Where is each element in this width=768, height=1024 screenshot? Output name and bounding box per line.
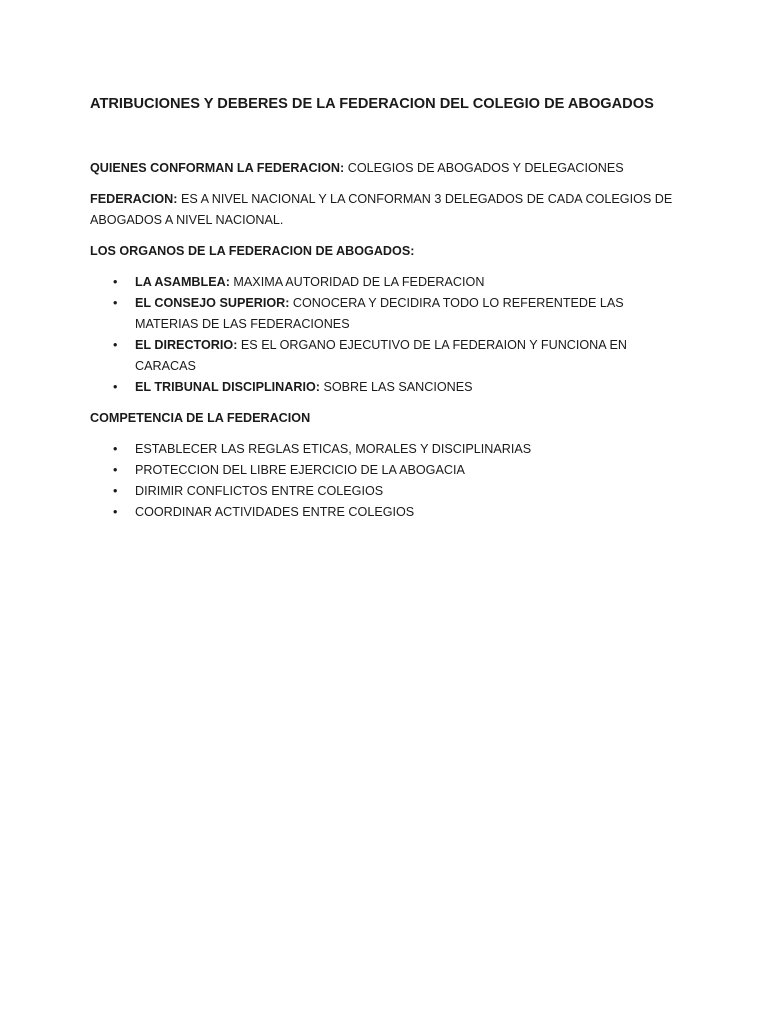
list-item-text: ES EL ORGANO EJECUTIVO DE LA FEDERAION Y FUNCIONA EN CARACAS (135, 338, 627, 373)
list-item-tribunal (90, 377, 690, 398)
bullet-icon: • (113, 505, 118, 519)
federacion-paragraph (90, 189, 690, 231)
list-item-reglas (90, 439, 690, 460)
list-item-text: DIRIMIR CONFLICTOS ENTRE COLEGIOS (135, 484, 384, 498)
list-item-label: EL DIRECTORIO: (135, 338, 238, 352)
bullet-icon: • (113, 463, 118, 477)
competencia-heading (90, 408, 690, 429)
bullet-icon: • (113, 296, 118, 310)
organos-heading-text: LOS ORGANOS DE LA FEDERACION DE ABOGADOS: (90, 244, 415, 258)
list-item-asamblea (90, 272, 690, 293)
list-item-label: EL CONSEJO SUPERIOR: (135, 296, 290, 310)
list-item-coordinar (90, 502, 690, 523)
quienes-paragraph (90, 158, 690, 179)
quienes-label: QUIENES CONFORMAN LA FEDERACION: (90, 161, 345, 175)
list-item-label: LA ASAMBLEA: (135, 275, 230, 289)
list-item-text: CONOCERA Y DECIDIRA TODO LO REFERENTEDE LAS MATERIAS DE LAS FEDERACIONES (135, 296, 624, 331)
bullet-icon: • (113, 380, 118, 394)
organos-list (90, 272, 690, 398)
list-item-dirimir (90, 481, 690, 502)
organos-heading (90, 241, 690, 262)
list-item-consejo-superior (90, 293, 690, 335)
federacion-text: ES A NIVEL NACIONAL Y LA CONFORMAN 3 DELEGADOS DE CADA COLEGIOS DE ABOGADOS A NIVEL NACIONAL. (90, 192, 673, 227)
list-item-text: PROTECCION DEL LIBRE EJERCICIO DE LA ABOGACIA (135, 463, 465, 477)
document-content (90, 94, 690, 533)
list-item-text: MAXIMA AUTORIDAD DE LA FEDERACION (229, 275, 485, 289)
list-item-text: COORDINAR ACTIVIDADES ENTRE COLEGIOS (135, 505, 415, 519)
list-item-proteccion (90, 460, 690, 481)
list-item-text: ESTABLECER LAS REGLAS ETICAS, MORALES Y DISCIPLINARIAS (135, 442, 532, 456)
list-item-text: SOBRE LAS SANCIONES (319, 380, 473, 394)
bullet-icon: • (113, 484, 118, 498)
list-item-directorio (90, 335, 690, 377)
competencia-heading-text: COMPETENCIA DE LA FEDERACION (90, 411, 311, 425)
bullet-icon: • (113, 338, 118, 352)
bullet-icon: • (113, 442, 118, 456)
list-item-label: EL TRIBUNAL DISCIPLINARIO: (135, 380, 320, 394)
bullet-icon: • (113, 275, 118, 289)
federacion-label: FEDERACION: (90, 192, 178, 206)
competencias-list (90, 439, 690, 523)
document-title: ATRIBUCIONES Y DEBERES DE LA FEDERACION DEL COLEGIO DE ABOGADOS (90, 96, 654, 112)
quienes-text: COLEGIOS DE ABOGADOS Y DELEGACIONES (344, 161, 624, 175)
